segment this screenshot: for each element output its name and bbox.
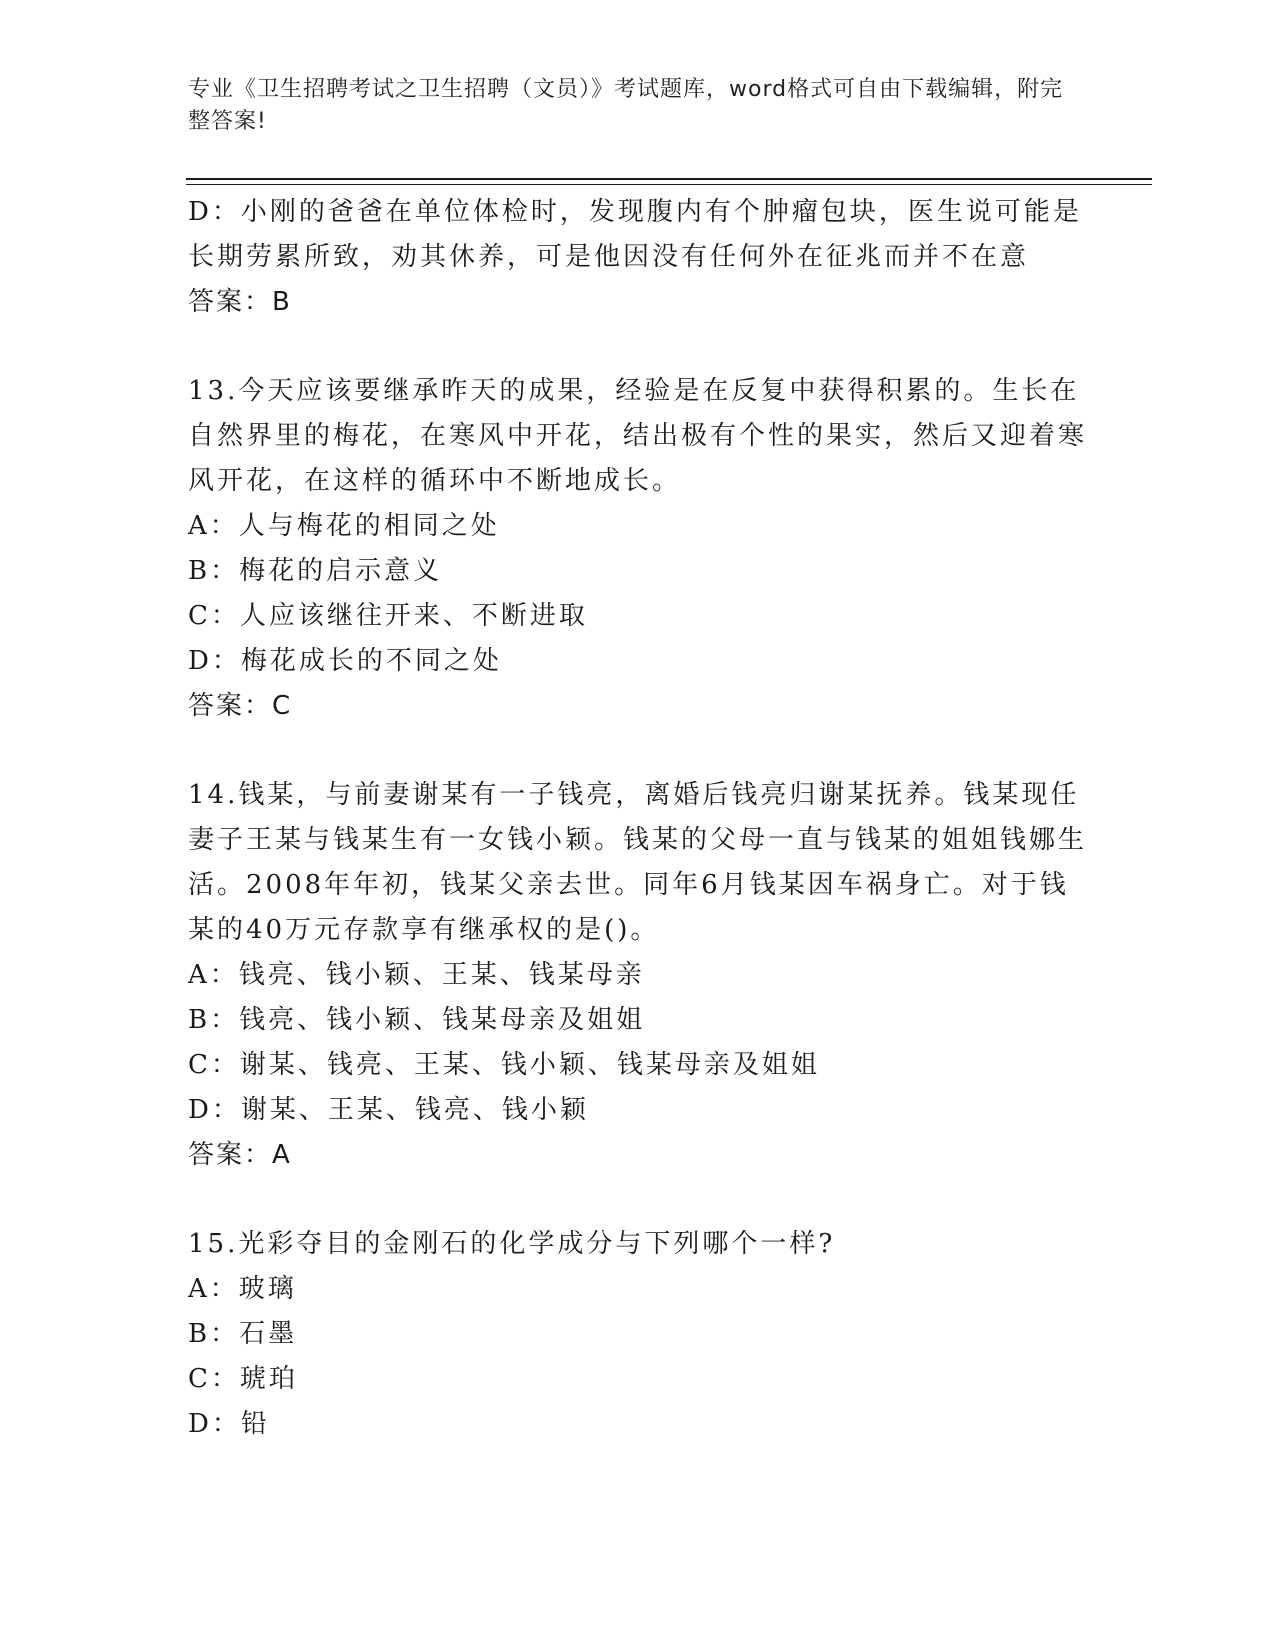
question-13-option-c: C：人应该继往开来、不断进取 [188, 601, 588, 631]
page-header: 专业《卫生招聘考试之卫生招聘（文员）》考试题库，word格式可自由下载编辑，附完整答案! [188, 77, 1064, 134]
question-14-option-b: B：钱亮、钱小颖、钱某母亲及姐姐 [188, 1005, 646, 1035]
question-15 [188, 1222, 1088, 1447]
question-14-stem: 14.钱某，与前妻谢某有一子钱亮，离婚后钱亮归谢某抚养。钱某现任妻子王某与钱某生有一女钱小颖。钱某的父母一直与钱某的姐姐钱娜生活。2008年年初，钱某父亲去世。同年6月钱某因车祸身亡。对于钱某的40万元存款享有继承权的是()。 [188, 780, 1088, 945]
question-15-stem: 15.光彩夺目的金刚石的化学成分与下列哪个一样? [188, 1229, 836, 1259]
question-13-option-b: B：梅花的启示意义 [188, 556, 443, 586]
prev-question-option-d: D：小刚的爸爸在单位体检时，发现腹内有个肿瘤包块，医生说可能是长期劳累所致，劝其休养，可是他因没有任何外在征兆而并不在意 [188, 197, 1082, 272]
question-13 [188, 369, 1088, 729]
prev-question-answer: 答案：B [188, 287, 292, 317]
question-15-option-d: D：铅 [188, 1409, 270, 1439]
question-13-option-d: D：梅花成长的不同之处 [188, 646, 502, 676]
question-15-option-a: A：玻璃 [188, 1274, 297, 1304]
question-14 [188, 773, 1088, 1178]
header-divider-thin [186, 184, 1152, 185]
question-13-stem: 13.今天应该要继承昨天的成果，经验是在反复中获得积累的。生长在自然界里的梅花，在寒风中开花，结出极有个性的果实，然后又迎着寒风开花，在这样的循环中不断地成长。 [188, 376, 1088, 496]
header-divider [186, 178, 1152, 180]
question-15-option-c: C：琥珀 [188, 1364, 298, 1394]
question-15-option-b: B：石墨 [188, 1319, 298, 1349]
question-content [188, 190, 1088, 1447]
question-13-option-a: A：人与梅花的相同之处 [188, 511, 500, 541]
question-14-option-a: A：钱亮、钱小颖、王某、钱某母亲 [188, 960, 645, 990]
question-14-option-c: C：谢某、钱亮、王某、钱小颖、钱某母亲及姐姐 [188, 1050, 820, 1080]
question-14-option-d: D：谢某、王某、钱亮、钱小颖 [188, 1095, 589, 1125]
question-14-answer: 答案：A [188, 1140, 292, 1170]
question-13-answer: 答案：C [188, 691, 293, 721]
